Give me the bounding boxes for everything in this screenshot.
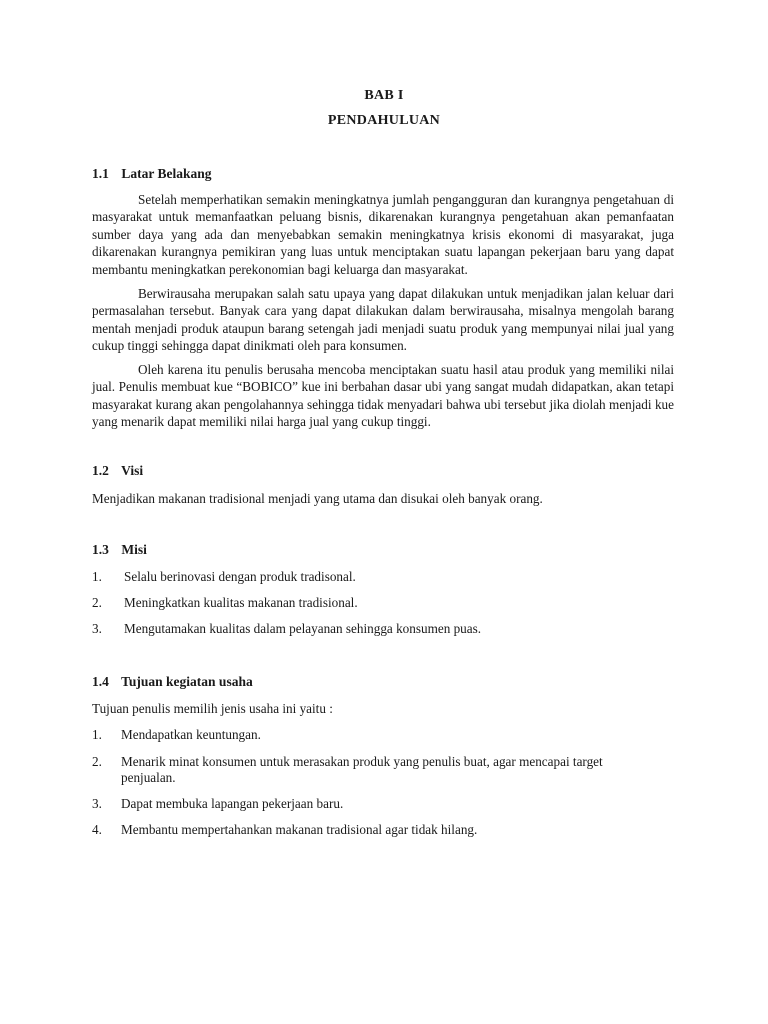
section-title: Misi [121, 542, 147, 557]
list-marker: 3. [92, 796, 102, 811]
section-heading-latar-belakang [92, 166, 212, 182]
list-item-text: Menarik minat konsumen untuk merasakan produk yang penulis buat, agar mencapai target penjualan. [121, 754, 603, 785]
tujuan-intro: Tujuan penulis memilih jenis usaha ini yaitu : [92, 701, 333, 716]
list-marker: 2. [92, 754, 102, 769]
list-marker: 1. [92, 569, 102, 584]
section-heading-tujuan [92, 674, 253, 690]
paragraph-latar-belakang-1: Setelah memperhatikan semakin meningkatnya jumlah pengangguran dan kurangnya pengetahuan di masyarakat untuk memanfaatkan peluang bisnis, dikarenakan kurangnya pengetahuan akan pemanfaatan sumber daya yang ada dan menyebabkan semakin meningkatnya krisis ekonomi di masyarakat, juga dikarenakan kurangnya pemikiran yang luas untuk menciptakan suatu lapangan pekerjaan baru yang dapat membantu meningkatkan perekonomian bagi keluarga dan masyarakat. [92, 192, 674, 277]
section-heading-visi [92, 463, 143, 479]
paragraph-latar-belakang-2: Berwirausaha merupakan salah satu upaya yang dapat dilakukan untuk menjadikan jalan keluar dari permasalahan tersebut. Banyak cara yang dapat dilakukan dalam berwirausaha, misalnya mengolah barang mentah menjadi produk ataupun barang setengah jadi menjadi suatu produk yang mempunyai nilai jual yang cukup tinggi sehingga dapat dinikmati oleh para konsumen. [92, 286, 674, 354]
section-number: 1.4 [92, 674, 109, 689]
list-item-text: Mengutamakan kualitas dalam pelayanan sehingga konsumen puas. [124, 621, 482, 636]
list-marker: 4. [92, 822, 102, 837]
paragraph-latar-belakang-3: Oleh karena itu penulis berusaha mencoba menciptakan suatu hasil atau produk yang memiliki nilai jual. Penulis membuat kue “BOBICO” kue ini berbahan dasar ubi yang sangat mudah didapatkan, akan tetapi masyarakat kurang akan pengolahannya sehingga tidak menyadari bahwa ubi tersebut jika diolah menjadi kue yang menarik dapat memiliki nilai harga jual yang cukup tinggi. [92, 362, 674, 430]
section-title: Tujuan kegiatan usaha [121, 674, 253, 689]
list-item [92, 754, 652, 786]
list-item [92, 727, 672, 743]
list-item [92, 621, 672, 637]
chapter-title: PENDAHULUAN [327, 113, 441, 128]
visi-text: Menjadikan makanan tradisional menjadi yang utama dan disukai oleh banyak orang. [92, 491, 543, 506]
list-marker: 2. [92, 595, 102, 610]
list-marker: 3. [92, 621, 102, 636]
section-title: Visi [121, 463, 144, 478]
section-heading-misi [92, 542, 147, 558]
section-title: Latar Belakang [121, 166, 212, 181]
list-item-text: Dapat membuka lapangan pekerjaan baru. [121, 796, 344, 811]
list-item [92, 796, 672, 812]
section-number: 1.3 [92, 542, 109, 557]
list-item [92, 822, 672, 838]
list-marker: 1. [92, 727, 102, 742]
list-item-text: Meningkatkan kualitas makanan tradisional. [124, 595, 358, 610]
chapter-number: BAB I [364, 88, 404, 103]
list-item-text: Mendapatkan keuntungan. [121, 727, 261, 742]
section-number: 1.2 [92, 463, 109, 478]
list-item [92, 595, 672, 611]
list-item-text: Selalu berinovasi dengan produk tradisonal. [124, 569, 356, 584]
section-number: 1.1 [92, 166, 109, 181]
list-item [92, 569, 672, 585]
list-item-text: Membantu mempertahankan makanan tradisional agar tidak hilang. [121, 822, 478, 837]
